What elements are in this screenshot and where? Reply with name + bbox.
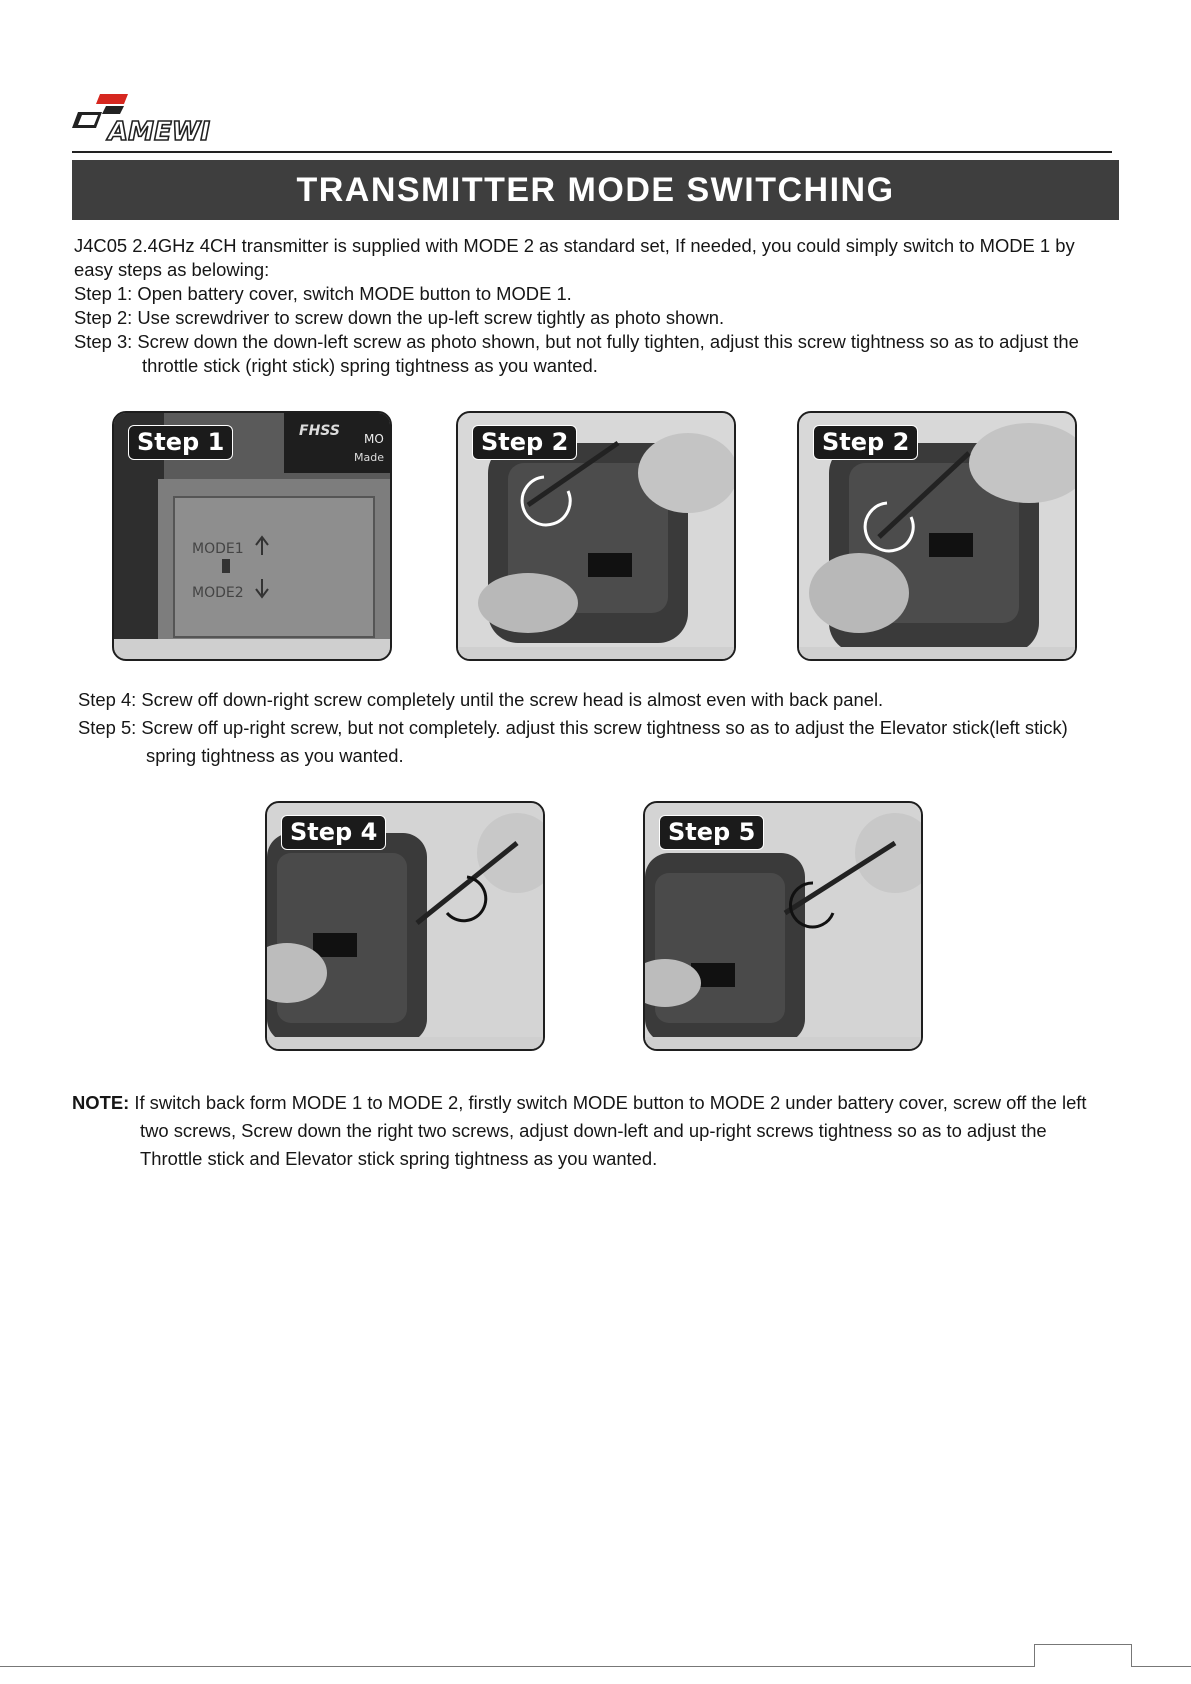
mode1-label: MODE1 bbox=[192, 541, 244, 557]
step-2-photo-b bbox=[797, 411, 1077, 661]
made-label: Made bbox=[354, 451, 384, 464]
note-text bbox=[72, 1089, 1132, 1173]
amewi-logo bbox=[72, 88, 252, 148]
intro-line: easy steps as belowing: bbox=[74, 259, 270, 280]
step-1-text: Step 1: Open battery cover, switch MODE button to MODE 1. bbox=[74, 283, 572, 304]
mo-label: MO bbox=[364, 432, 384, 446]
fhss-label: FHSS bbox=[299, 423, 340, 439]
step-5-photo bbox=[643, 801, 923, 1051]
note-line: two screws, Screw down the right two screws, adjust down-left and up-right screws tightness so as to adjust the bbox=[140, 1120, 1047, 1141]
step-5-text-cont: spring tightness as you wanted. bbox=[146, 745, 404, 766]
step-3-text-cont: throttle stick (right stick) spring tightness as you wanted. bbox=[142, 355, 598, 376]
step-3-text: Step 3: Screw down the down-left screw as photo shown, but not fully tighten, adjust this screw tightness so as to adjust the bbox=[74, 331, 1079, 352]
steps-4-5-text bbox=[78, 686, 1128, 770]
step-5-text: Step 5: Screw off up-right screw, but not completely. adjust this screw tightness so as to adjust the Elevator stick(left stick) bbox=[78, 717, 1068, 738]
title-band bbox=[72, 160, 1119, 220]
step-4-tag: Step 4 bbox=[281, 815, 386, 850]
step-2b-tag: Step 2 bbox=[813, 425, 918, 460]
step-2-tag: Step 2 bbox=[472, 425, 577, 460]
header-rule bbox=[72, 151, 1112, 153]
note-line: Throttle stick and Elevator stick spring tightness as you wanted. bbox=[140, 1148, 658, 1169]
step-4-text: Step 4: Screw off down-right screw completely until the screw head is almost even with back panel. bbox=[78, 689, 884, 710]
footer-rule bbox=[0, 1666, 1191, 1667]
step-1-photo bbox=[112, 411, 392, 661]
page-title: TRANSMITTER MODE SWITCHING bbox=[296, 170, 895, 209]
logo-wordmark: AMEWI bbox=[108, 117, 211, 147]
step-1-tag: Step 1 bbox=[128, 425, 233, 460]
intro-line: J4C05 2.4GHz 4CH transmitter is supplied with MODE 2 as standard set, If needed, you could simply switch to MODE 1 by bbox=[74, 235, 1075, 256]
step-2-text: Step 2: Use screwdriver to screw down the up-left screw tightly as photo shown. bbox=[74, 307, 725, 328]
mode2-label: MODE2 bbox=[192, 585, 244, 601]
note-label: NOTE: bbox=[72, 1092, 130, 1113]
step-5-tag: Step 5 bbox=[659, 815, 764, 850]
intro-text bbox=[74, 234, 1124, 378]
step-4-photo bbox=[265, 801, 545, 1051]
step-2-photo-a bbox=[456, 411, 736, 661]
note-line: If switch back form MODE 1 to MODE 2, firstly switch MODE button to MODE 2 under battery cover, screw off the left bbox=[129, 1092, 1087, 1113]
page-number-box bbox=[1034, 1644, 1132, 1667]
